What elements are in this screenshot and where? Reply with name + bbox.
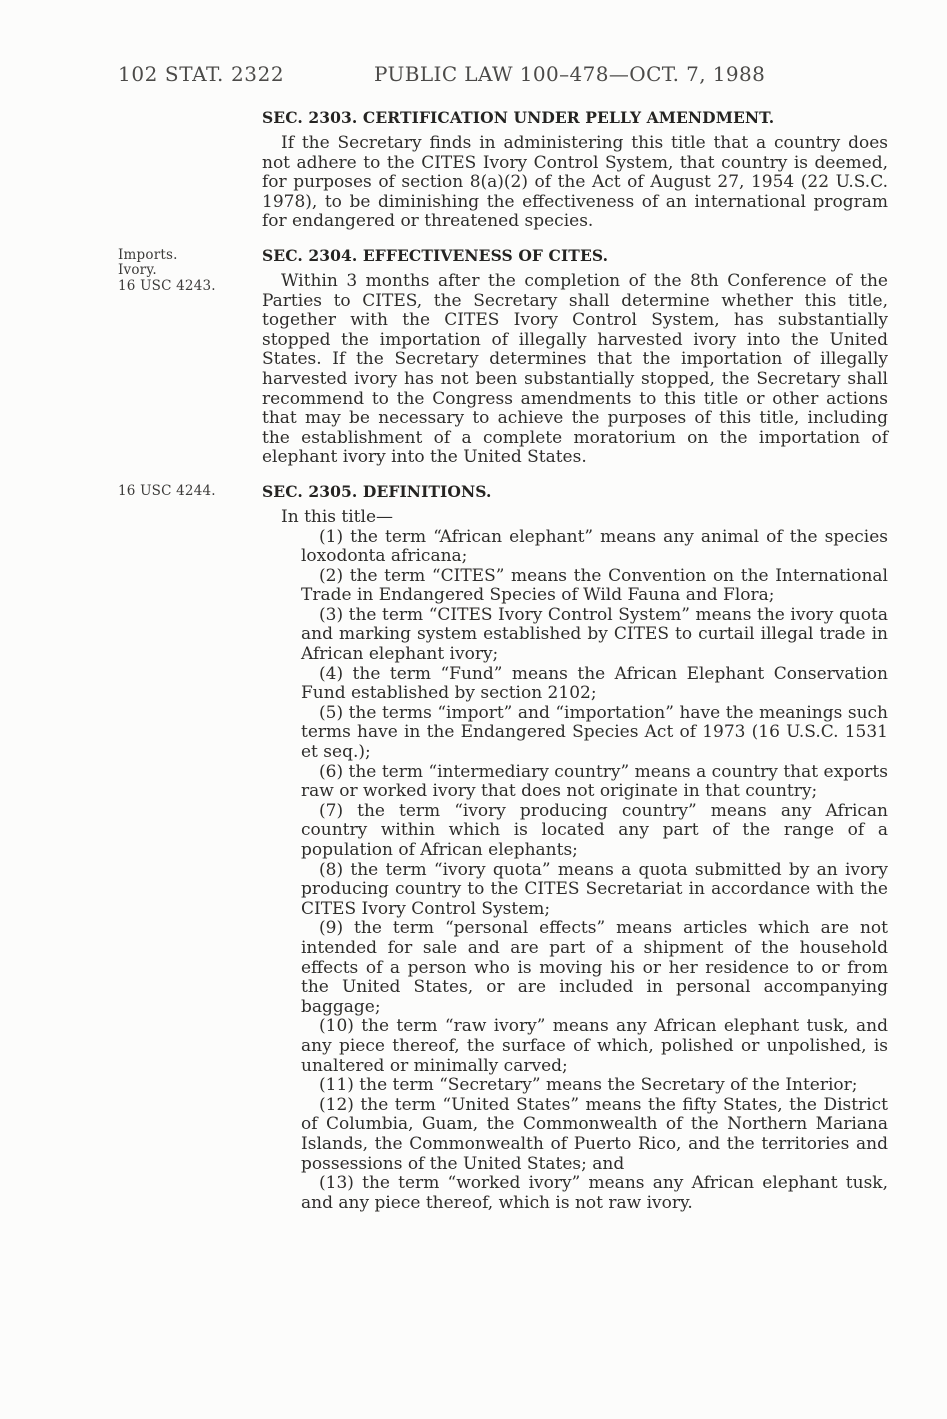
definition-item-9: (9) the term “personal effects” means articles which are not intended for sale and are part of a shipment of the household effects of a person who is moving his or her residence to or from the United States, or are included in personal accompanying baggage; [301,918,888,1017]
statute-body [118,109,888,1228]
section-2303-heading: SEC. 2303. CERTIFICATION UNDER PELLY AMENDMENT. [262,108,775,127]
definition-item-4: (4) the term “Fund” means the African Elephant Conservation Fund established by section 2102; [301,663,888,704]
section-2303-content [262,109,888,232]
definition-item-6: (6) the term “intermediary country” means a country that exports raw or worked ivory that does not originate in that country; [301,761,888,802]
section-2305-content [262,483,888,1213]
section-2303-paragraph: If the Secretary finds in administering this title that a country does not adhere to the CITES Ivory Control System, that country is deemed, for purposes of section 8(a)(2) of the Act of August 27, 1954 (22 U.S.C. 1978), to be diminishing the effectiveness of an international program for endangered or threatened species. [262,133,888,232]
running-head [0,62,947,90]
section-2305-heading: SEC. 2305. DEFINITIONS. [262,481,492,501]
definition-item-10: (10) the term “raw ivory” means any African elephant tusk, and any piece thereof, the surface of which, polished or unpolished, is unaltered or minimally carved; [301,1016,888,1076]
definition-item-13: (13) the term “worked ivory” means any African elephant tusk, and any piece thereof, which is not raw ivory. [301,1173,888,1213]
margin-note-ivory: Ivory. [118,262,157,279]
public-law-header: PUBLIC LAW 100–478—OCT. 7, 1988 [374,62,766,86]
margin-note-usc-4244: 16 USC 4244. [118,482,216,499]
definition-item-8: (8) the term “ivory quota” means a quota submitted by an ivory producing country to the CITES Secretariat in accordance with the CITES Ivory Control System; [301,859,888,919]
definitions-intro: In this title— [281,506,394,527]
definition-item-11: (11) the term “Secretary” means the Secretary of the Interior; [319,1075,858,1096]
margin-note-column [118,247,262,468]
margin-note-usc-4243: 16 USC 4243. [118,277,216,294]
section-2304-paragraph: Within 3 months after the completion of the 8th Conference of the Parties to CITES, the Secretary shall determine whether this title, together with the CITES Ivory Control System, has substantially stopped the importation of illegally harvested ivory into the United States. If the Secretary determines that the importation of illegally harvested ivory has not been substantially stopped, the Secretary shall recommend to the Congress amendments to this title or other actions that may be necessary to achieve the purposes of this title, including the establishment of a complete moratorium on the importation of elephant ivory into the United States. [262,270,888,468]
stat-page-number: 102 STAT. 2322 [118,62,285,86]
section-2304-content [262,247,888,468]
section-2303 [118,109,888,232]
definition-item-7: (7) the term “ivory producing country” means any African country within which is located any part of the range of a population of African elephants; [301,800,888,860]
section-2304 [118,247,888,468]
margin-note-column [118,483,262,1213]
definition-item-1: (1) the term “African elephant” means any animal of the species loxodonta africana; [301,526,888,567]
definition-item-2: (2) the term “CITES” means the Convention on the International Trade in Endangered Species of Wild Fauna and Flora; [301,565,888,606]
section-2304-heading: SEC. 2304. EFFECTIVENESS OF CITES. [262,245,609,265]
margin-note-imports: Imports. [118,246,178,263]
definition-item-5: (5) the terms “import” and “importation” have the meanings such terms have in the Endangered Species Act of 1973 (16 U.S.C. 1531 et seq.); [301,702,888,763]
margin-note-column [118,109,262,232]
section-2305 [118,483,888,1213]
definition-item-3: (3) the term “CITES Ivory Control System” means the ivory quota and marking system established by CITES to curtail illegal trade in African elephant ivory; [301,604,888,665]
definition-item-12: (12) the term “United States” means the fifty States, the District of Columbia, Guam, the Commonwealth of the Northern Mariana Islands, the Commonwealth of Puerto Rico, and the territories and possessions of the United States; and [301,1094,888,1174]
